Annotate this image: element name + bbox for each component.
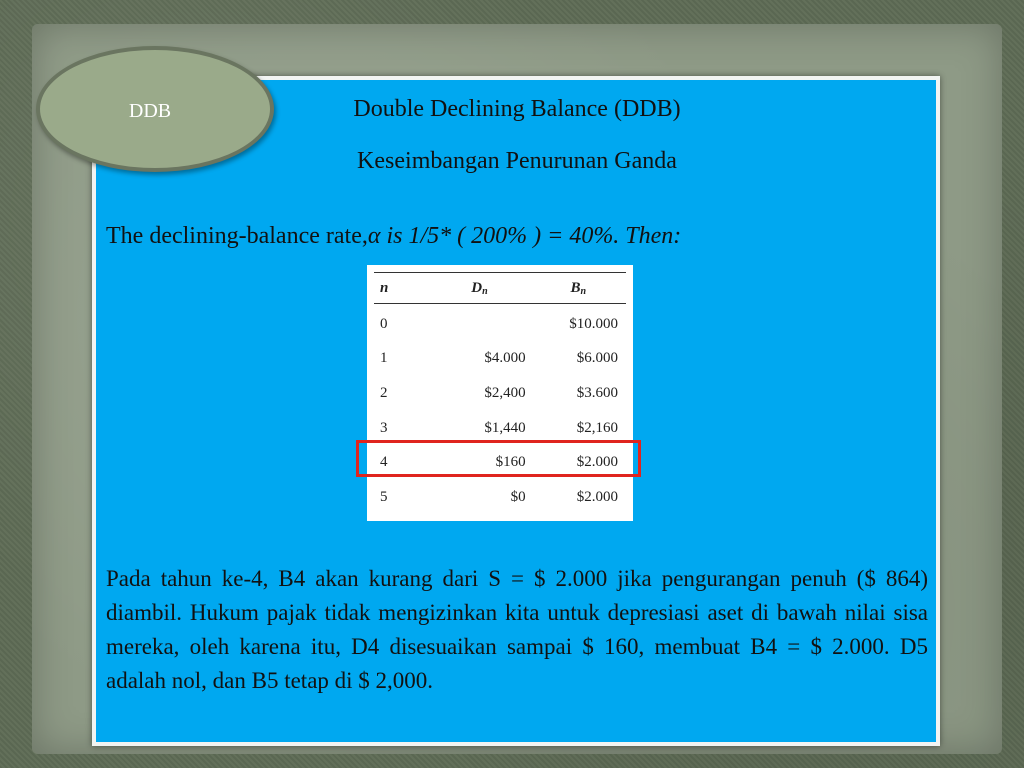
cell-d: $4.000 [484,350,526,367]
alpha-symbol: α [367,223,381,249]
cell-d: $160 [495,454,526,471]
cell-d [428,304,529,342]
cell-n: 5 [380,488,388,505]
cell-b: $2.000 [576,454,618,471]
explanation-paragraph: Pada tahun ke-4, B4 akan kurang dari S = $ 2.000 jika pengurangan penuh ($ 864) diambil. Hukum pajak tidak mengizinkan kita untuk depresiasi aset di bawah nilai sisa mereka, oleh karena itu, D4 disesuaikan sampai $ 160, membuat B4 = $ 2.000. D5 adalah nol, dan B5 tetap di $ 2,000. [106,566,928,693]
rate-statement [106,223,681,250]
table-header-row [374,273,626,304]
slide-title: Double Declining Balance (DDB) [353,96,681,122]
cell-n: 4 [380,454,388,471]
depreciation-table [374,272,626,515]
table-row [374,480,626,515]
row-highlight-box [356,440,641,477]
cell-d: $1,440 [484,419,526,436]
cell-d: $2,400 [484,384,526,401]
rate-prefix: The declining-balance rate, [106,223,368,249]
cell-b: $2.000 [576,488,618,505]
cell-n: 3 [380,419,388,436]
table-row [374,376,626,411]
cell-b: $6.000 [576,350,618,367]
cell-n: 1 [380,350,388,367]
table-row [374,342,626,377]
badge-label: DDB [128,100,172,122]
header-bn: $B_n$ [530,273,626,304]
table-row [374,304,626,342]
cell-n: 2 [380,384,388,401]
cell-n: 0 [380,315,388,332]
cell-b: $10.000 [569,315,618,332]
slide-subtitle: Keseimbangan Penurunan Ganda [357,148,677,174]
rate-suffix: is 1/5* ( 200% ) = 40%. Then: [380,223,682,249]
header-n: n [374,273,428,304]
cell-b: $2,160 [576,419,618,436]
header-dn: $D_n$ [428,273,529,304]
cell-b: $3.600 [576,384,618,401]
depreciation-table-image [367,265,633,521]
cell-d: $0 [510,488,526,505]
